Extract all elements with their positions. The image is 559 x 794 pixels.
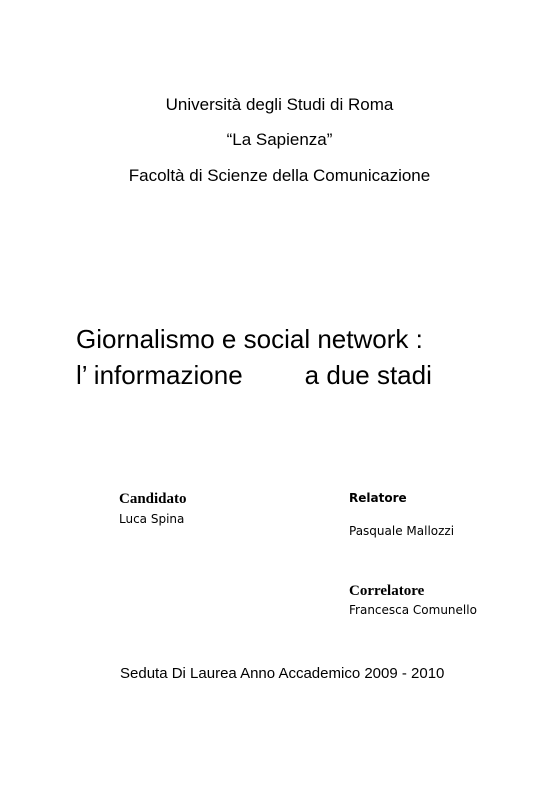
candidate-label: Candidato [119,491,187,507]
co-advisor-name: Francesca Comunello [349,603,477,617]
graduation-session: Seduta Di Laurea Anno Accademico 2009 - 2010 [120,665,445,682]
faculty-name: Facoltà di Scienze della Comunicazione [128,166,431,185]
thesis-title-line-2 [76,362,432,388]
candidate-name: Luca Spina [119,512,185,526]
thesis-title-line-1: Giornalismo e social network : [76,324,423,354]
advisor-label: Relatore [349,491,407,505]
co-advisor-label: Correlatore [349,583,425,599]
university-subtitle: “La Sapienza” [226,130,333,149]
thesis-title-line-2-part-1: l’ informazione [76,360,243,390]
university-name: Università degli Studi di Roma [165,95,394,114]
advisor-name: Pasquale Mallozzi [349,524,455,538]
thesis-title-line-2-part-2: a due stadi [304,360,432,390]
